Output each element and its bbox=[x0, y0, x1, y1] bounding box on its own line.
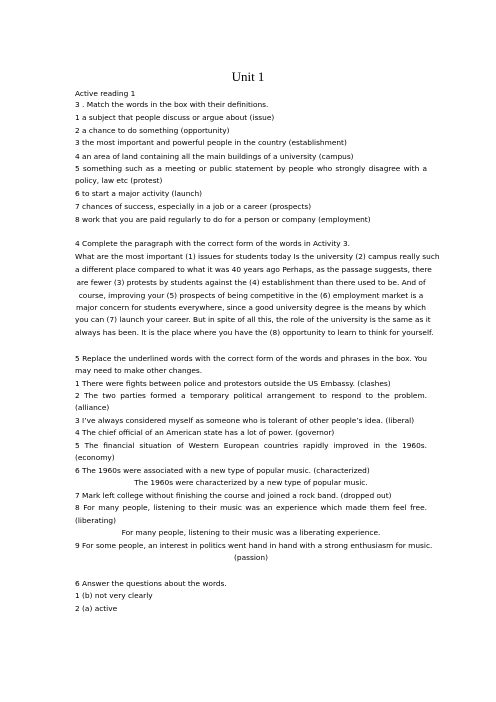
exercise-5-rewritten-sentence: The 1960s were characterized by a new type of popular music. bbox=[134, 478, 368, 487]
exercise-4-paragraph-line: always has been. It is the place where you have the (8) opportunity to learn to think for yourself. bbox=[75, 328, 434, 337]
exercise-4-paragraph-line: you can (7) launch your career. But in spite of all this, the role of the university is the same as it bbox=[75, 315, 431, 324]
exercise-5-item: 1 There were fights between police and protestors outside the US Embassy. (clashes) bbox=[75, 379, 391, 388]
exercise-5-item-answer: (alliance) bbox=[75, 403, 110, 412]
page-title: Unit 1 bbox=[231, 69, 265, 84]
exercise-5-item: 4 The chief official of an American state has a lot of power. (governor) bbox=[75, 428, 335, 437]
exercise-3-item: 8 work that you are paid regularly to do for a person or company (employment) bbox=[75, 215, 371, 224]
exercise-4-paragraph-line: major concern for students everywhere, since a good university degree is the means by which bbox=[76, 303, 426, 312]
exercise-5-item: 9 For some people, an interest in politics went hand in hand with a strong enthusiasm for music. bbox=[75, 541, 433, 550]
exercise-5-item: 3 I’ve always considered myself as someone who is tolerant of other people’s idea. (liberal) bbox=[75, 416, 415, 425]
exercise-5-item: 7 Mark left college without finishing the course and joined a rock band. (dropped out) bbox=[75, 491, 392, 500]
exercise-3-item: 3 the most important and powerful people in the country (establishment) bbox=[75, 138, 347, 147]
exercise-5-rewritten-sentence: For many people, listening to their music was a liberating experience. bbox=[121, 528, 381, 537]
exercise-4-paragraph-line: are fewer (3) protests by students against the (4) establishment than there used to be. And of bbox=[76, 278, 426, 287]
exercise-5-item: 2 The two parties formed a temporary political arrangement to respond to the problem. bbox=[75, 391, 427, 400]
exercise-5-item-answer: (liberating) bbox=[75, 516, 117, 525]
exercise-3-item: 6 to start a major activity (launch) bbox=[75, 189, 203, 198]
exercise-3-instruction: 3 . Match the words in the box with their definitions. bbox=[75, 100, 269, 109]
exercise-6-item: 1 (b) not very clearly bbox=[75, 591, 153, 600]
exercise-3-item: 1 a subject that people discuss or argue about (issue) bbox=[75, 113, 275, 122]
exercise-5-item: 6 The 1960s were associated with a new type of popular music. (characterized) bbox=[75, 466, 370, 475]
exercise-3-item-continued: policy, law etc (protest) bbox=[75, 176, 163, 185]
section-heading: Active reading 1 bbox=[75, 89, 136, 98]
exercise-5-item: 8 For many people, listening to their music was an experience which made them feel free. bbox=[75, 503, 427, 512]
exercise-3-item: 4 an area of land containing all the main buildings of a university (campus) bbox=[75, 152, 354, 161]
exercise-3-item: 7 chances of success, especially in a job or a career (prospects) bbox=[75, 202, 312, 211]
exercise-3-item: 5 something such as a meeting or public statement by people who strongly disagree with a bbox=[75, 164, 427, 173]
exercise-6-item: 2 (a) active bbox=[75, 604, 118, 613]
exercise-5-instruction-continued: may need to make other changes. bbox=[75, 366, 203, 375]
exercise-5-item: 5 The financial situation of Western European countries rapidly improved in the 1960s. bbox=[75, 441, 427, 450]
exercise-4-instruction: 4 Complete the paragraph with the correct form of the words in Activity 3. bbox=[75, 239, 351, 248]
exercise-4-paragraph-line: What are the most important (1) issues for students today Is the university (2) campus really such bbox=[75, 252, 440, 261]
exercise-4-paragraph-line: course, improving your (5) prospects of being competitive in the (6) employment market is a bbox=[78, 291, 424, 300]
exercise-5-instruction: 5 Replace the underlined words with the correct form of the words and phrases in the box. You bbox=[75, 354, 427, 363]
exercise-5-item-answer: (passion) bbox=[234, 553, 268, 562]
exercise-3-item: 2 a chance to do something (opportunity) bbox=[75, 126, 230, 135]
exercise-5-item-answer: (economy) bbox=[75, 453, 115, 462]
exercise-4-paragraph-line: a different place compared to what it was 40 years ago Perhaps, as the passage suggests, there bbox=[75, 265, 432, 274]
exercise-6-instruction: 6 Answer the questions about the words. bbox=[75, 579, 227, 588]
